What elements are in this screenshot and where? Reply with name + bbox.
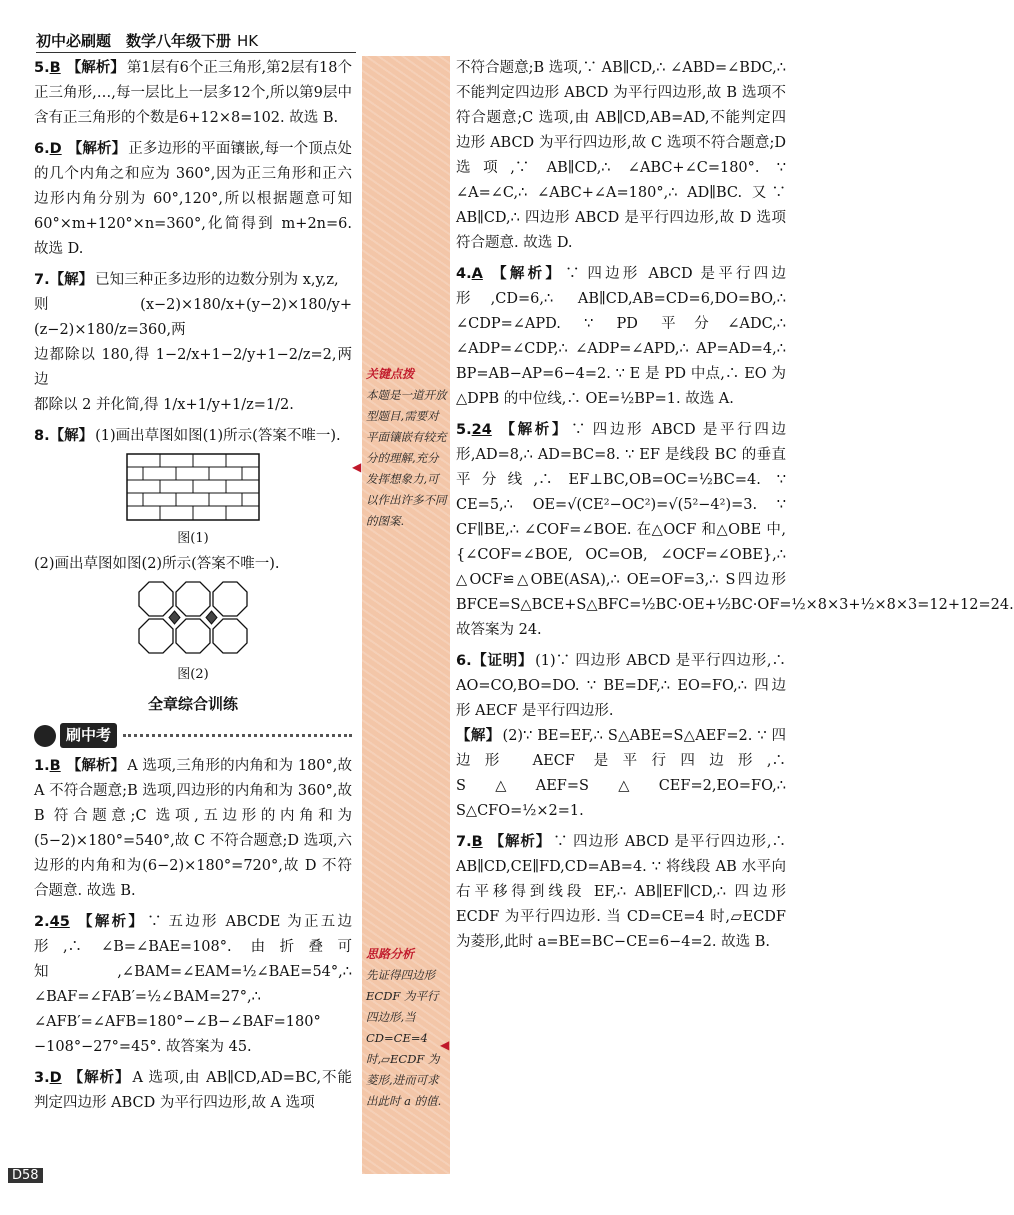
answer: D: [49, 141, 62, 157]
note-analysis: [366, 944, 448, 1112]
solution-text: A 选项,三角形的内角和为 180°,故 A 不符合题意;B 选项,四边形的内角和为 360°,故 B 符合题意;C 选项,五边形的内角和为(5−2)×180°=540°,故 C 不符合题意;D 选项,六边形的内角和为(6−2)×180°=720°,故 D 不符合题意. 故选 B.: [34, 758, 352, 899]
note-text: 本题是一道开放型题目,需要对平面镶嵌有较充分的理解,充分发挥想象力,可以作出许多不同的图案.: [366, 388, 447, 528]
exam-question-7: [456, 830, 786, 955]
header-rule: [36, 52, 356, 53]
tag: 【解析】: [67, 1070, 131, 1086]
q-number: 7.: [456, 834, 472, 850]
note-text: 先证得四边形 ECDF 为平行四边形,当 CD=CE=4 时,▱ECDF 为菱形,进而可求出此时 a 的值.: [366, 968, 442, 1108]
tag: 【解析】: [75, 914, 146, 930]
tag: 【解】: [456, 728, 501, 744]
tag: 【解析】: [66, 758, 126, 774]
solution-line: 已知三种正多边形的边数分别为 x,y,z,: [95, 272, 339, 288]
exam-question-3-continued: 不符合题意;B 选项,∵ AB∥CD,∴ ∠ABD=∠BDC,∴ 不能判定四边形 ABCD 为平行四边形,故 B 选项不符合题意;C 选项,由 AB∥CD,AB=AD,不能判定四边形 ABCD 为平行四边形,故 C 选项不符合题意;D 选项,∵ AB∥CD,∴ ∠ABC+∠C=180°. ∵ ∠A=∠C,∴ ∠ABC+∠A=180°,∴ AD∥BC. 又∵ AB∥CD,∴ 四边形 ABCD 是平行四边形,故 D 选项符合题意. 故选 D.: [456, 60, 786, 251]
dotted-divider: [123, 734, 352, 737]
exam-question-1: [34, 754, 352, 904]
tag: 【解析】: [66, 60, 125, 76]
figure-caption: 图(1): [177, 531, 209, 546]
octagon-figure: [34, 581, 352, 684]
brick-figure: [34, 453, 352, 548]
solution-text: ∵ 四边形 ABCD 是平行四边形,∴ AB∥CD,CE∥FD,CD=AB=4. ∵ 将线段 AB 水平向右平移得到线段 EF,∴ AB∥EF∥CD,∴ 四边形 ECDF 为平行四边形. 当 CD=CE=4 时,▱ECDF 为菱形,此时 a=BE=BC−CE=6−4=2. 故选 B.: [456, 834, 786, 950]
tag: 【解析】: [497, 422, 570, 438]
pointer-left-icon: ◀: [352, 460, 362, 474]
solution-text: ∵ 五边形 ABCDE 为正五边形,∴ ∠B=∠BAE=108°. 由折叠可知,∠BAM=∠EAM=½∠BAE=54°,∴ ∠BAF=∠FAB′=½∠BAM=27°,∴ ∠AFB′=∠AFB=180°−∠B−∠BAF=180°−108°−27°=45°. 故答案为 45.: [34, 914, 352, 1055]
q-number: 3.: [34, 1070, 50, 1086]
answer: 24: [471, 422, 492, 438]
answer: B: [49, 60, 61, 76]
answer: A: [471, 266, 483, 282]
q-number: 2.: [34, 914, 50, 930]
note-title: 关键点拨: [366, 367, 415, 381]
q-number: 5.: [456, 422, 472, 438]
q-number: 7.: [34, 272, 50, 288]
tag: 【解析】: [67, 141, 127, 157]
question-7: [34, 268, 352, 418]
page-number: D58: [8, 1168, 43, 1183]
brick-pattern-diagram: [126, 453, 260, 521]
header-edition: HK: [237, 32, 259, 50]
answer: D: [49, 1070, 62, 1086]
question-6: [34, 137, 352, 262]
exam-question-3: [34, 1066, 352, 1116]
solution-text: ∵ 四边形 ABCD 是平行四边形,AD=8,∴ AD=BC=8. ∵ EF 是线段 BC 的垂直平分线,∴ EF⊥BC,OB=OC=½BC=4. ∵ CE=5,∴ OE=√(CE²−OC²)=√(5²−4²)=3. ∵ CF∥BE,∴ ∠COF=∠BOE. 在△OCF 和△OBE 中,{∠COF=∠BOE, OC=OB, ∠OCF=∠OBE},∴ △OCF≌△OBE(ASA),∴ OE=OF=3,∴ S四边形BFCE=S△BCE+S△BFC=½BC·OE+½BC·OF=½×8×3+½×8×3=12+12=24. 故答案为 24.: [456, 422, 1014, 638]
octagon-tiling-diagram: [138, 581, 248, 657]
tag: 【解析】: [488, 834, 552, 850]
q-number: 5.: [34, 60, 50, 76]
exam-question-6: [456, 649, 786, 824]
page-header: [36, 30, 258, 51]
tag: 【解】: [49, 428, 94, 444]
question-5: [34, 56, 352, 131]
header-title: 初中必刷题 数学八年级下册: [36, 32, 232, 50]
tag: 【解析】: [488, 266, 564, 282]
solution-text: (1)∵ 四边形 ABCD 是平行四边形,∴ AO=CO,BO=DO. ∵ BE=DF,∴ EO=FO,∴ 四边形 AECF 是平行四边形.: [456, 653, 787, 719]
solution-line: 边都除以 180,得 1−2/x+1−2/y+1−2/z=2,两边: [34, 347, 352, 388]
figure-caption: 图(2): [177, 667, 209, 682]
question-8: [34, 424, 352, 684]
solution-text: ∵ 四边形 ABCD 是平行四边形,CD=6,∴ AB∥CD,AB=CD=6,DO=BO,∴ ∠CDP=∠APD. ∵ PD 平分∠ADC,∴ ∠ADP=∠CDP,∴ ∠ADP=∠APD,∴ AP=AD=4,∴ BP=AB−AP=6−4=2. ∵ E 是 PD 中点,∴ EO 为△DPB 的中位线,∴ OE=½BP=1. 故选 A.: [456, 266, 786, 407]
exam-question-2: [34, 910, 352, 1060]
q-number: 4.: [456, 266, 472, 282]
solution-text: A 选项,由 AB∥CD,AD=BC,不能判定四边形 ABCD 为平行四边形,故 A 选项: [34, 1070, 352, 1111]
tag: 【证明】: [471, 653, 534, 669]
note-key-point: [366, 364, 448, 532]
exam-question-4: [456, 262, 786, 412]
answer: B: [471, 834, 483, 850]
solution-text: 第1层有6个正三角形,第2层有18个正三角形,…,每一层比上一层多12个,所以第9层中含有正三角形的个数是6+12×8=102. 故选 B.: [34, 60, 352, 126]
solution-line: 则(x−2)×180/x+(y−2)×180/y+(z−2)×180/z=360,两: [34, 297, 352, 338]
section-title: 全章综合训练: [147, 695, 238, 713]
solution-text: (2)∵ BE=EF,∴ S△ABE=S△AEF=2. ∵ 四边形 AECF 是平行四边形,∴ S△AEF=S△CEF=2,EO=FO,∴ S△CFO=½×2=1.: [456, 728, 786, 819]
q-number: 8.: [34, 428, 50, 444]
q-number: 1.: [34, 758, 50, 774]
pencil-badge-icon: [34, 725, 56, 747]
solution-text: 正多边形的平面镶嵌,每一个顶点处的几个内角之和应为 360°,因为正三角形和正六边形内角分别为 60°,120°,所以根据题意可知 60°×m+120°×n=360°,化简得到 m+2n=6. 故选 D.: [34, 141, 353, 257]
q-number: 6.: [34, 141, 50, 157]
solution-text: (2)画出草图如图(2)所示(答案不唯一).: [34, 556, 280, 572]
answer: 45: [49, 914, 70, 930]
right-column: [456, 56, 1014, 961]
answer: B: [49, 758, 61, 774]
badge-label: 刷中考: [60, 723, 117, 748]
solution-text: (1)画出草图如图(1)所示(答案不唯一).: [95, 428, 341, 444]
note-title: 思路分析: [366, 947, 415, 961]
q-number: 6.: [456, 653, 472, 669]
left-column: [34, 56, 352, 1122]
pointer-right-icon: ◀: [440, 1038, 450, 1052]
tag: 【解】: [49, 272, 94, 288]
section-badge: [34, 723, 352, 748]
exam-question-5: [456, 418, 1014, 643]
solution-line: 都除以 2 并化简,得 1/x+1/y+1/z=1/2.: [34, 397, 294, 413]
